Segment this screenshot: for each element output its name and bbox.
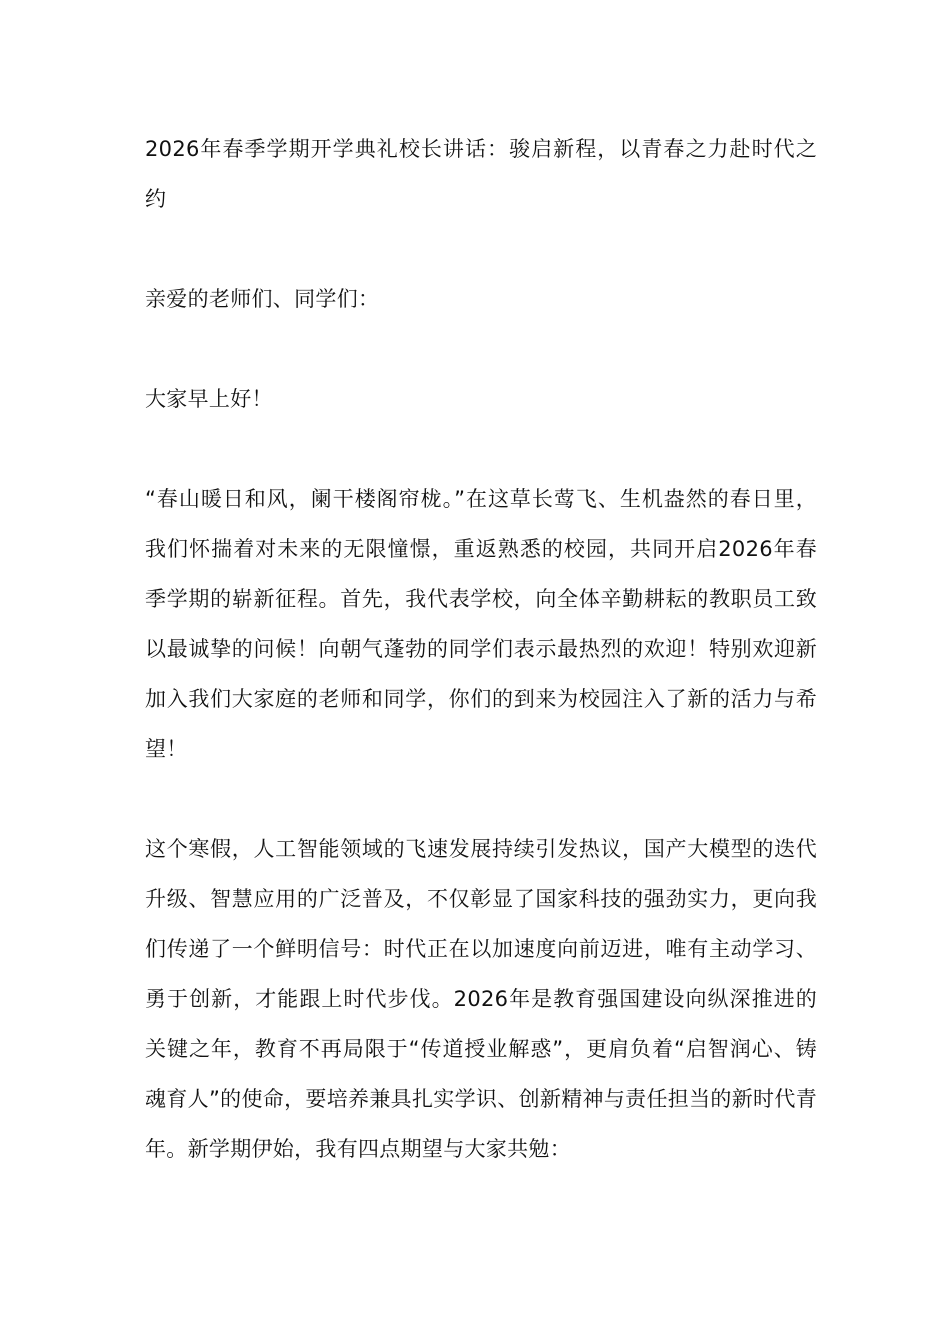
- paragraph-opening: “春山暖日和风，阑干楼阁帘栊。”在这草长莺飞、生机盎然的春日里，我们怀揣着对未来的无限憧憬，重返熟悉的校园，共同开启2026年春季学期的崭新征程。首先，我代表学校，向全体辛勤耕耘的教职员工致以最诚挚的问候！向朝气蓬勃的同学们表示最热烈的欢迎！特别欢迎新加入我们大家庭的老师和同学，你们的到来为校园注入了新的活力与希望！: [145, 487, 817, 761]
- greeting: 大家早上好！: [145, 387, 273, 411]
- paragraph-ai-era: 这个寒假，人工智能领域的飞速发展持续引发热议，国产大模型的迭代升级、智慧应用的广泛普及，不仅彰显了国家科技的强劲实力，更向我们传递了一个鲜明信号：时代正在以加速度向前迈进，唯有主动学习、勇于创新，才能跟上时代步伐。2026年是教育强国建设向纵深推进的关键之年，教育不再局限于“传道授业解惑”，更肩负着“启智润心、铸魂育人”的使命，要培养兼具扎实学识、创新精神与责任担当的新时代青年。新学期伊始，我有四点期望与大家共勉：: [145, 837, 817, 1161]
- document-title: 2026年春季学期开学典礼校长讲话：骏启新程，以青春之力赴时代之约: [145, 137, 817, 211]
- salutation: 亲爱的老师们、同学们：: [145, 287, 380, 311]
- document-body: [145, 124, 817, 1224]
